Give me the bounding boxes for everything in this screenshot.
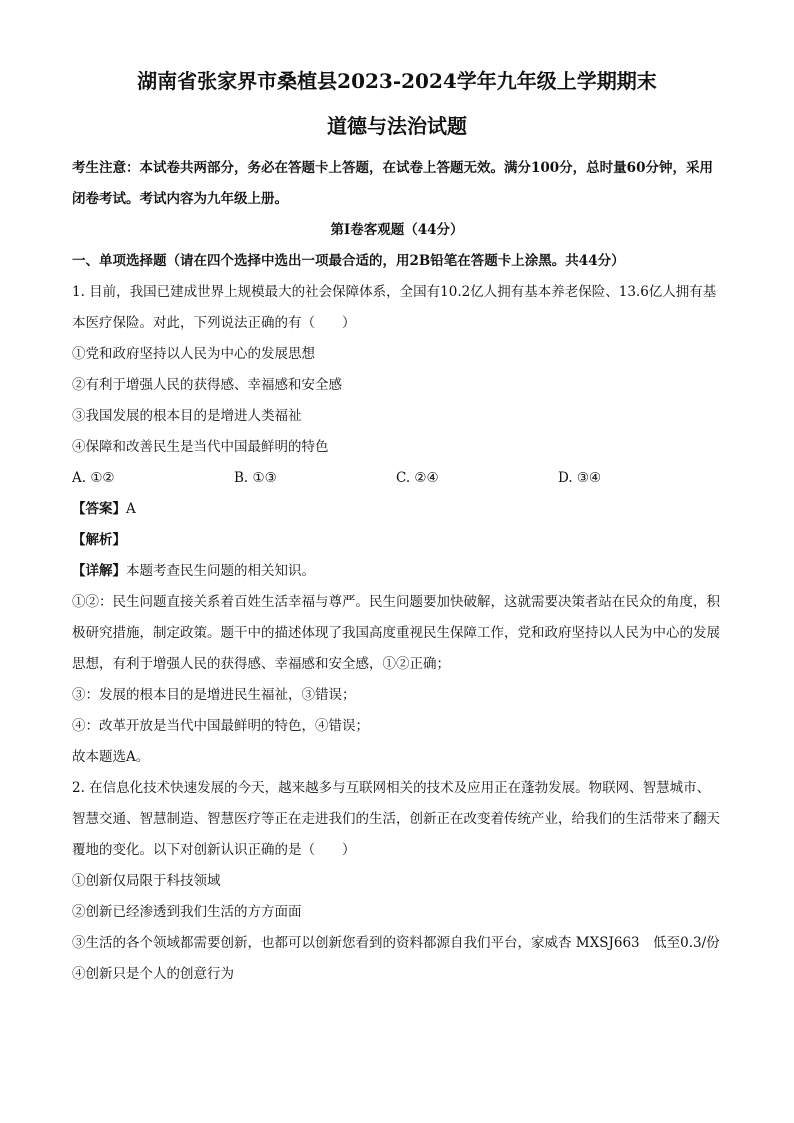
doc-title-line1: 湖南省张家界市桑植县2023-2024学年九年级上学期期末: [137, 69, 657, 93]
q2-item: ③生活的各个领域都需要创新，也都可以创新您看到的资料都源自我们平台，家威杏 MXSJ663 低至0.3/份④创新只是个人的创意行为: [72, 935, 720, 982]
q1-item: ④保障和改善民生是当代中国最鲜明的特色: [72, 439, 329, 455]
q1-item: ②有利于增强人民的获得感、幸福感和安全感: [72, 377, 342, 393]
q1-options: [72, 463, 722, 494]
q1-item: ①党和政府坚持以人民为中心的发展思想: [72, 346, 315, 362]
q1-option-a: A. ①②: [72, 470, 115, 486]
answer-label: 【答案】: [72, 501, 126, 517]
q1-explanation: ④：改革开放是当代中国最鲜明的特色，④错误；: [72, 718, 369, 734]
q1-option-c: C. ②④: [396, 470, 439, 486]
q1-explanation: ①②：民生问题直接关系着百姓生活幸福与尊严。民生问题要加快破解，这就需要决策者站在民众的角度，积极研究措施，制定政策。题干中的描述体现了我国高度重视民生保障工作，党和政府坚持以人民为中心的发展思想，有利于增强人民的获得感、幸福感和安全感，①②正确；: [72, 594, 720, 672]
q1-detail: [72, 556, 722, 587]
q2-item: ①创新仅局限于科技领域: [72, 873, 221, 889]
doc-title-line2: 道德与法治试题: [327, 114, 467, 138]
detail-text: 本题考查民生问题的相关知识。: [126, 563, 315, 579]
q1-item: ③我国发展的根本目的是增进人类福祉: [72, 408, 302, 424]
q1-stem: 1. 目前，我国已建成世界上规模最大的社会保障体系，全国有10.2亿人拥有基本养老保险、13.6亿人拥有基本医疗保险。对此，下列说法正确的有（ ）: [72, 284, 717, 331]
document-page: [72, 66, 722, 990]
q2-item: ②创新已经渗透到我们生活的方方面面: [72, 904, 302, 920]
q1-option-b: B. ①③: [234, 470, 277, 486]
answer-value: A: [126, 501, 136, 517]
detail-label: 【详解】: [72, 563, 126, 579]
analysis-label: 【解析】: [72, 532, 126, 548]
q1-conclusion: 故本题选A。: [72, 749, 150, 765]
q1-answer: [72, 494, 722, 525]
q2-stem: 2. 在信息化技术快速发展的今天，越来越多与互联网相关的技术及应用正在蓬勃发展。物联网、智慧城市、智慧交通、智慧制造、智慧医疗等正在走进我们的生活，创新正在改变着传统产业，给我们的生活带来了翻天覆地的变化。以下对创新认识正确的是（ ）: [72, 780, 720, 858]
q1-explanation: ③：发展的根本目的是增进民生福祉，③错误；: [72, 687, 356, 703]
section-title: 一、单项选择题（请在四个选择中选出一项最合适的，用2B铅笔在答题卡上涂黑。共44分）: [72, 253, 625, 269]
q1-option-d: D. ③④: [558, 470, 602, 486]
part-title: 第Ⅰ卷客观题（44分）: [330, 222, 464, 238]
exam-notice: 考生注意：本试卷共两部分，务必在答题卡上答题，在试卷上答题无效。满分100分，总时量60分钟，采用闭卷考试。考试内容为九年级上册。: [72, 160, 713, 207]
